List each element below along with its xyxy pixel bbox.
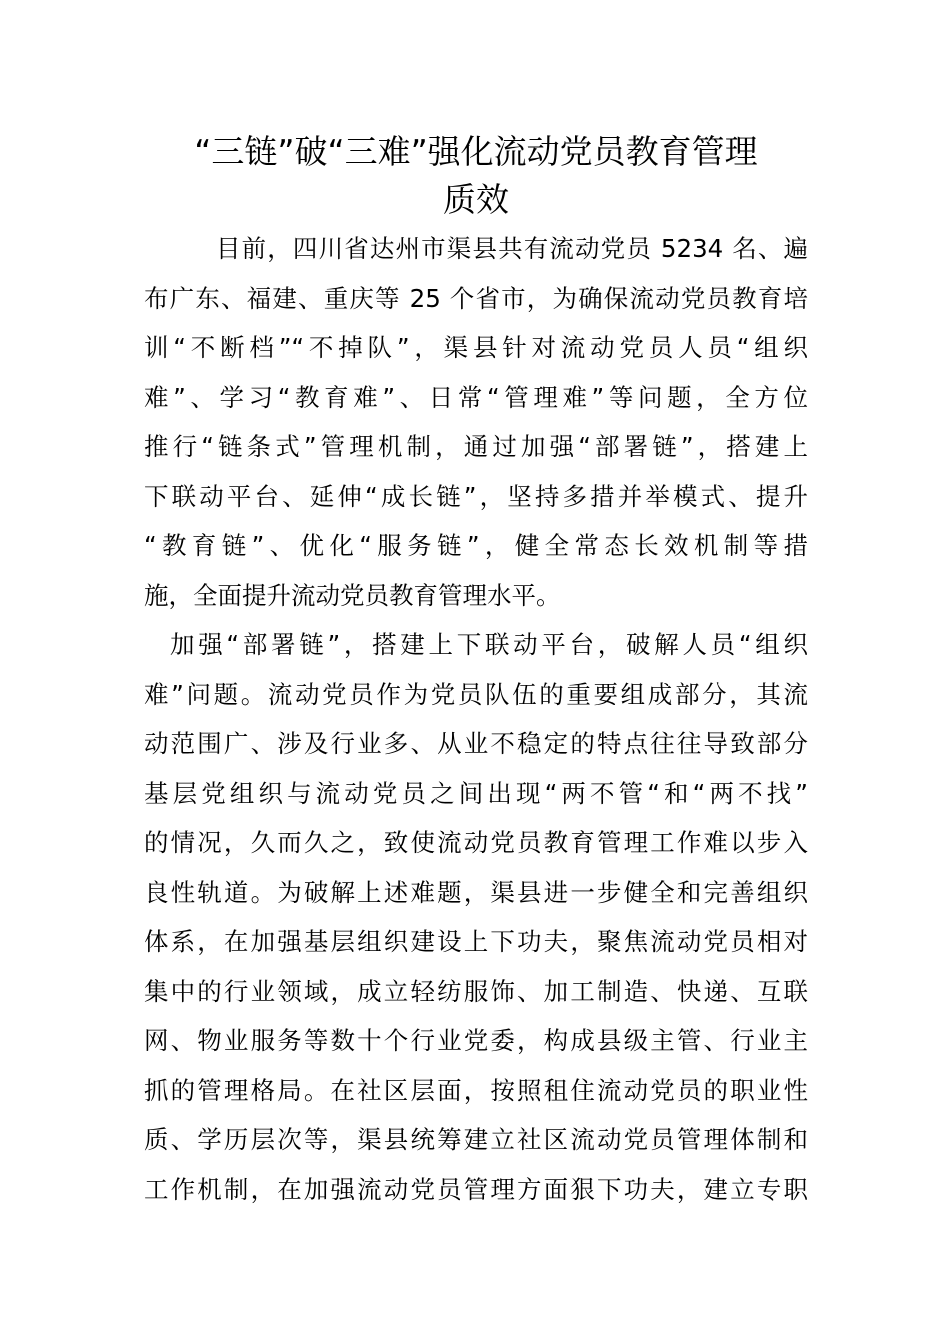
text-line: 下联动平台、延伸“成长链”，坚持多措并举模式、提升 <box>144 481 808 511</box>
text-line: 质、学历层次等，渠县统筹建立社区流动党员管理体制和 <box>144 1125 808 1154</box>
text-line: 训“不断档”“不掉队”，渠县针对流动党员人员“组织 <box>144 333 808 362</box>
text-line: “教育链”、优化“服务链”，健全常态长效机制等措 <box>144 531 808 560</box>
text-line: 网、物业服务等数十个行业党委，构成县级主管、行业主 <box>144 1026 808 1055</box>
text-line: 加强“部署链”，搭建上下联动平台，破解人员“组织 <box>170 630 808 659</box>
text-line: 动范围广、涉及行业多、从业不稳定的特点往往导致部分 <box>144 729 808 758</box>
text-line: 难”问题。流动党员作为党员队伍的重要组成部分，其流 <box>144 679 808 709</box>
text-line: 集中的行业领域，成立轻纺服饰、加工制造、快递、互联 <box>144 976 808 1006</box>
text-line: 推行“链条式”管理机制，通过加强“部署链”，搭建上 <box>144 432 808 461</box>
text-line: 基层党组织与流动党员之间出现“两不管“和“两不找” <box>144 778 808 808</box>
text-line: 抓的管理格局。在社区层面，按照租住流动党员的职业性 <box>144 1075 808 1105</box>
title-line-1: “三链”破“三难”强化流动党员教育管理 <box>194 132 758 171</box>
text-line: 工作机制，在加强流动党员管理方面狠下功夫，建立专职 <box>144 1174 808 1204</box>
text-line: 的情况，久而久之，致使流动党员教育管理工作难以步入 <box>144 828 808 857</box>
text-line: 布广东、福建、重庆等 25 个省市，为确保流动党员教育培 <box>144 283 808 313</box>
title-line-2: 质效 <box>443 180 509 219</box>
document-page <box>144 128 808 1214</box>
document-title <box>144 128 808 224</box>
text-line: 难”、学习“教育难”、日常“管理难”等问题，全方位 <box>144 382 808 412</box>
paragraph-intro <box>144 224 808 620</box>
text-line: 良性轨道。为破解上述难题，渠县进一步健全和完善组织 <box>144 877 808 907</box>
text-line: 施，全面提升流动党员教育管理水平。 <box>144 580 561 610</box>
text-line: 目前，四川省达州市渠县共有流动党员 5234 名、遍 <box>216 234 808 263</box>
text-line: 体系，在加强基层组织建设上下功夫，聚焦流动党员相对 <box>144 927 808 956</box>
paragraph-deployment-chain <box>144 620 808 1214</box>
